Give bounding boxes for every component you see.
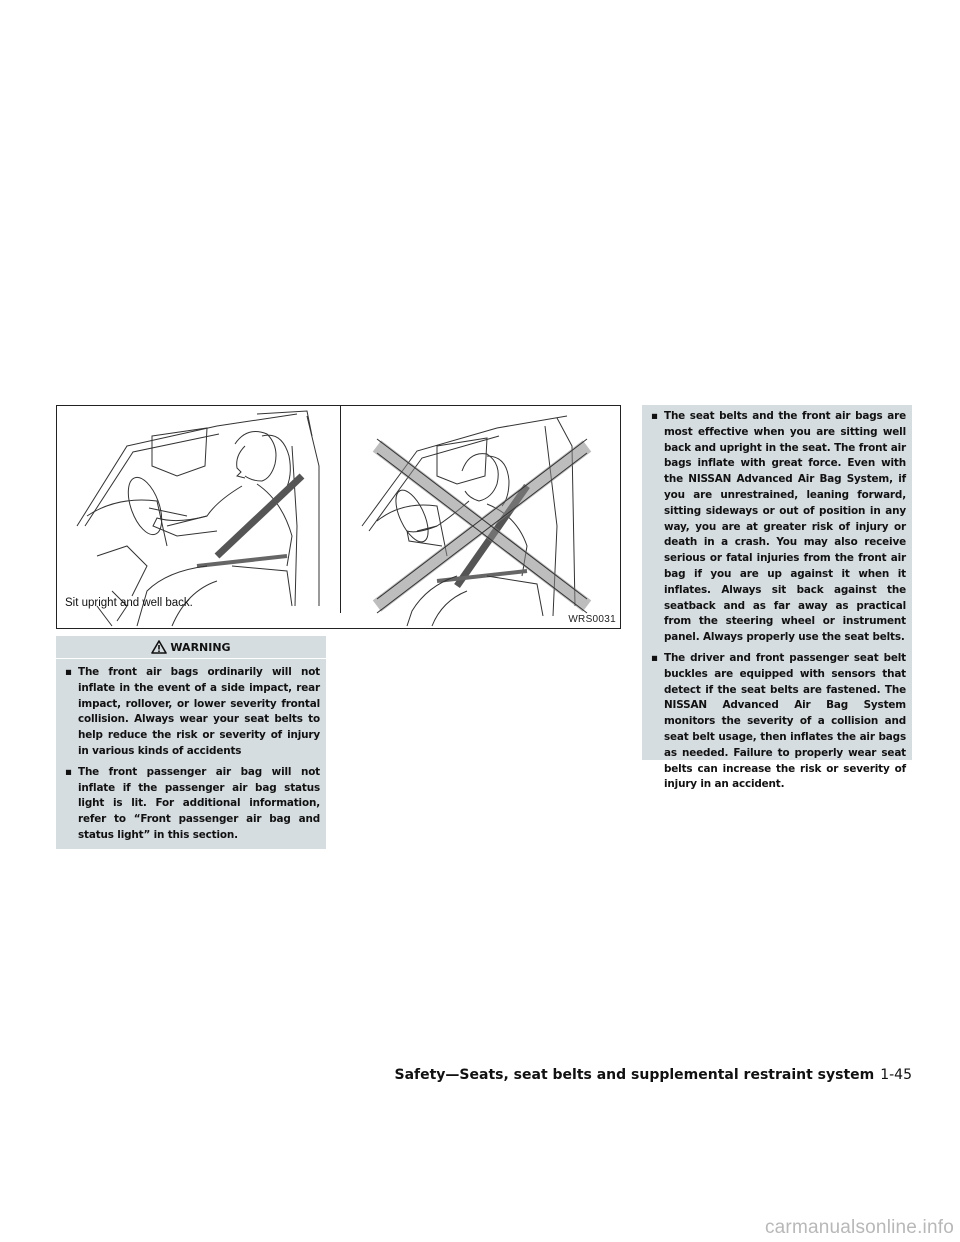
figure-code: WRS0031: [568, 614, 616, 625]
warning-bullet: ▪ The front passenger air bag will not inflate if the passenger air bag status light is lit. For additional information, refer to “Front passenger air bag and status light” in this section.: [65, 765, 320, 841]
illustration-figure: [56, 405, 621, 629]
warning-box: [56, 636, 326, 849]
incorrect-x-mark: [377, 446, 587, 606]
warning-bullet-text: The seat belts and the front air bags are most effective when you are sitting well back and upright in the seat. The front air bags inflate with great force. Even with the NISSAN Advanced Air Bag System, if you are unrestrained, leaning forward, sitting sideways or out of position in any way, you are at greater risk of injury or death in a crash. You may also receive serious or fatal injuries from the front air bag if you are up against it when it inflates. Always sit back against the seatback and as far away as practical from the steering wheel or instrument panel. Always properly use the seat belts.: [664, 410, 906, 644]
warning-title: WARNING: [170, 640, 231, 654]
warning-continuation-box: [642, 405, 912, 791]
warning-bullet-text: The front passenger air bag will not inflate if the passenger air bag status light is lit. For additional information, refer to “Front passenger air bag and status light” in this section.: [78, 765, 320, 841]
warning-bullet: ▪ The front air bags ordinarily will not inflate in the event of a side impact, rear impact, rollover, or lower severity frontal collision. Always wear your seat belts to help reduce the risk or severity of injury in various kinds of accidents: [65, 666, 320, 757]
warning-bullet-text: The driver and front passenger seat belt buckles are equipped with sensors that detect if the seat belts are fastened. The NISSAN Advanced Air Bag System monitors the severity of a collision and seat belt usage, then inflates the air bags as needed. Failure to properly wear seat belts can increase the risk or severity of injury in an accident.: [664, 651, 906, 791]
figure-caption: Sit upright and well back.: [65, 597, 193, 609]
section-title: Safety—Seats, seat belts and supplemental restraint system: [394, 1067, 875, 1083]
page-footer: [395, 1067, 913, 1083]
page-number: 1-45: [880, 1067, 912, 1083]
warning-bullet: ▪ The seat belts and the front air bags are most effective when you are sitting well back and upright in the seat. The front air bags inflate with great force. Even with the NISSAN Advanced Air Bag System, if you are unrestrained, leaning forward, sitting sideways or out of position in any way, you are at greater risk of injury or death in a crash. You may also receive serious or fatal injuries from the front air bag if you are up against it when it inflates. Always sit back against the seatback and as far away as practical from the steering wheel or instrument panel. Always properly use the seat belts.: [651, 410, 906, 644]
watermark-text[interactable]: carmanualsonline.info: [764, 1217, 954, 1238]
correct-posture-drawing: [77, 411, 319, 626]
figure-divider: [340, 406, 341, 613]
warning-header: [56, 636, 326, 659]
warning-triangle-icon: [151, 640, 167, 654]
watermark-bar: [0, 1215, 960, 1242]
warning-bullet-text: The front air bags ordinarily will not inflate in the event of a side impact, rear impact, rollover, or lower severity frontal collision. Always wear your seat belts to help reduce the risk or severity of injury in various kinds of accidents: [78, 666, 320, 757]
seating-position-illustration: [57, 406, 620, 628]
warning-bullet: ▪ The driver and front passenger seat belt buckles are equipped with sensors that detect if the seat belts are fastened. The NISSAN Advanced Air Bag System monitors the severity of a collision and seat belt usage, then inflates the air bags as needed. Failure to properly wear seat belts can increase the risk or severity of injury in an accident.: [651, 651, 906, 791]
